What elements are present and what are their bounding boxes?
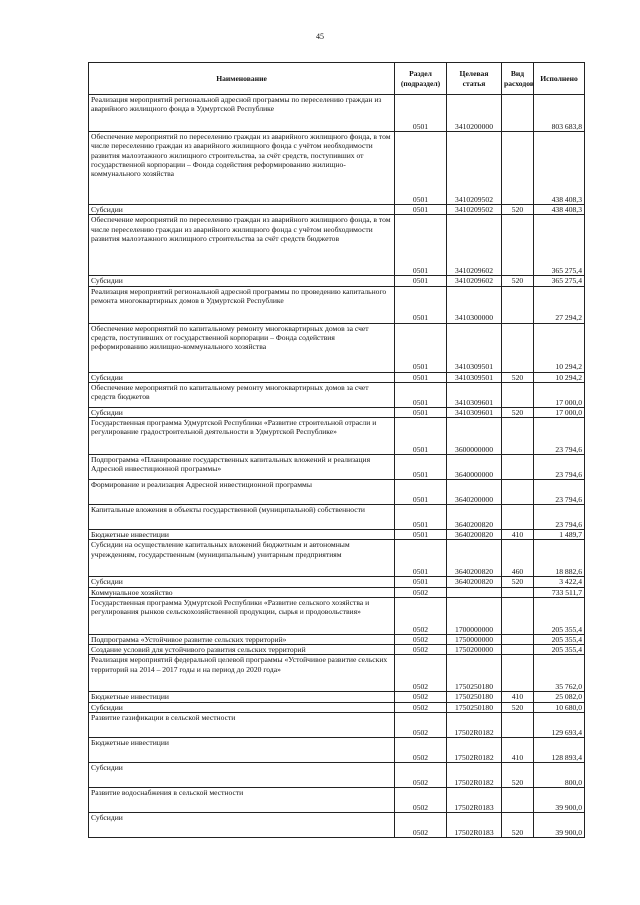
row-amount: 129 693,4	[534, 712, 585, 737]
row-amount: 10 680,0	[534, 702, 585, 712]
table-row	[89, 530, 585, 540]
row-amount: 25 082,0	[534, 692, 585, 702]
row-amount: 803 683,8	[534, 95, 585, 132]
table-row	[89, 577, 585, 587]
row-type	[502, 480, 534, 505]
row-section: 0502	[395, 812, 447, 837]
row-type: 520	[502, 702, 534, 712]
row-amount: 35 762,0	[534, 655, 585, 692]
table-row	[89, 645, 585, 655]
table-row	[89, 323, 585, 372]
row-section: 0502	[395, 634, 447, 644]
row-type	[502, 587, 534, 597]
row-type	[502, 132, 534, 205]
row-type	[502, 787, 534, 812]
row-article: 1750250180	[447, 692, 502, 702]
row-section: 0501	[395, 286, 447, 323]
row-section: 0501	[395, 407, 447, 417]
row-type	[502, 455, 534, 480]
row-article: 3410300000	[447, 286, 502, 323]
row-amount: 205 355,4	[534, 645, 585, 655]
row-article: 3410309601	[447, 407, 502, 417]
row-name: Реализация мероприятий региональной адресной программы по переселению граждан из аварийного жилищного фонда в Удмуртской Республике	[89, 95, 395, 132]
row-section: 0501	[395, 455, 447, 480]
row-name: Создание условий для устойчивого развития сельских территорий	[89, 645, 395, 655]
row-name: Обеспечение мероприятий по капитальному ремонту многоквартирных домов за счет средств бюджетов	[89, 382, 395, 407]
row-type: 410	[502, 530, 534, 540]
row-article: 1750250180	[447, 655, 502, 692]
row-article: 17502R0183	[447, 787, 502, 812]
row-amount: 438 408,3	[534, 205, 585, 215]
row-type	[502, 712, 534, 737]
row-article: 3410209502	[447, 132, 502, 205]
row-article: 3410209502	[447, 205, 502, 215]
row-section: 0501	[395, 577, 447, 587]
table-row	[89, 692, 585, 702]
row-name: Субсидии	[89, 205, 395, 215]
row-section: 0501	[395, 480, 447, 505]
row-name: Субсидии	[89, 407, 395, 417]
row-name: Коммунальное хозяйство	[89, 587, 395, 597]
row-amount: 128 893,4	[534, 737, 585, 762]
row-section: 0501	[395, 530, 447, 540]
row-section: 0502	[395, 762, 447, 787]
row-amount: 27 294,2	[534, 286, 585, 323]
row-name: Подпрограмма «Устойчивое развитие сельских территорий»	[89, 634, 395, 644]
table-row	[89, 276, 585, 286]
row-article: 3410309501	[447, 372, 502, 382]
row-amount: 10 294,2	[534, 372, 585, 382]
row-name: Подпрограмма «Планирование государственных капитальных вложений и реализация Адресной инвестиционной программы»	[89, 455, 395, 480]
row-type: 520	[502, 812, 534, 837]
row-section: 0502	[395, 787, 447, 812]
row-type	[502, 505, 534, 530]
table-row	[89, 95, 585, 132]
header-section: Раздел (подраздел)	[395, 63, 447, 95]
row-name: Субсидии	[89, 702, 395, 712]
row-name: Обеспечение мероприятий по переселению граждан из аварийного жилищного фонда, в том числе переселению граждан из аварийного жилищного фонда с учётом необходимости развития малоэтажного жилищного строительства за счёт средств бюджетов	[89, 215, 395, 276]
row-amount: 365 275,4	[534, 276, 585, 286]
row-type: 520	[502, 407, 534, 417]
row-amount: 438 408,3	[534, 132, 585, 205]
row-amount: 39 900,0	[534, 812, 585, 837]
row-name: Реализация мероприятий региональной адресной программы по проведению капитального ремонта многоквартирных домов в Удмуртской Республике	[89, 286, 395, 323]
header-amount: Исполнено	[534, 63, 585, 95]
row-type	[502, 323, 534, 372]
row-article	[447, 587, 502, 597]
row-section: 0502	[395, 692, 447, 702]
row-type: 410	[502, 692, 534, 702]
table-row	[89, 215, 585, 276]
row-name: Государственная программа Удмуртской Республики «Развитие строительной отрасли и регулирование градостроительной деятельности в Удмуртской Республике»	[89, 418, 395, 455]
table-row	[89, 540, 585, 577]
row-type: 520	[502, 372, 534, 382]
row-type	[502, 382, 534, 407]
row-article: 3640200820	[447, 540, 502, 577]
row-name: Субсидии	[89, 812, 395, 837]
row-type: 520	[502, 276, 534, 286]
row-type	[502, 418, 534, 455]
row-type: 410	[502, 737, 534, 762]
row-amount: 3 422,4	[534, 577, 585, 587]
row-amount: 800,0	[534, 762, 585, 787]
row-amount: 23 794,6	[534, 505, 585, 530]
row-section: 0501	[395, 372, 447, 382]
table-row	[89, 712, 585, 737]
row-section: 0502	[395, 587, 447, 597]
table-row	[89, 455, 585, 480]
row-name: Бюджетные инвестиции	[89, 692, 395, 702]
row-section: 0501	[395, 323, 447, 372]
row-type	[502, 95, 534, 132]
row-name: Развитие газификации в сельской местности	[89, 712, 395, 737]
row-section: 0501	[395, 215, 447, 276]
row-section: 0501	[395, 205, 447, 215]
row-section: 0502	[395, 645, 447, 655]
table-row	[89, 480, 585, 505]
row-name: Реализация мероприятий федеральной целевой программы «Устойчивое развитие сельских территорий на 2014 – 2017 годы и на период до 2020 года»	[89, 655, 395, 692]
table-row	[89, 702, 585, 712]
table-row	[89, 286, 585, 323]
page-number: 45	[316, 32, 324, 41]
row-amount: 10 294,2	[534, 323, 585, 372]
row-section: 0501	[395, 418, 447, 455]
row-type	[502, 655, 534, 692]
row-section: 0502	[395, 655, 447, 692]
table-row	[89, 634, 585, 644]
row-section: 0501	[395, 505, 447, 530]
row-type	[502, 634, 534, 644]
row-section: 0502	[395, 737, 447, 762]
row-type	[502, 215, 534, 276]
row-type	[502, 645, 534, 655]
row-name: Бюджетные инвестиции	[89, 737, 395, 762]
row-section: 0502	[395, 702, 447, 712]
row-section: 0501	[395, 132, 447, 205]
table-row	[89, 505, 585, 530]
row-type: 520	[502, 762, 534, 787]
header-name: Наименование	[89, 63, 395, 95]
row-section: 0501	[395, 276, 447, 286]
row-amount: 39 900,0	[534, 787, 585, 812]
row-article: 3410209602	[447, 215, 502, 276]
row-article: 1750000000	[447, 634, 502, 644]
row-name: Субсидии	[89, 762, 395, 787]
row-name: Формирование и реализация Адресной инвестиционной программы	[89, 480, 395, 505]
row-type	[502, 286, 534, 323]
budget-table	[88, 62, 585, 838]
row-name: Субсидии	[89, 577, 395, 587]
row-type: 460	[502, 540, 534, 577]
row-article: 1750250180	[447, 702, 502, 712]
row-amount: 18 882,6	[534, 540, 585, 577]
row-amount: 365 275,4	[534, 215, 585, 276]
row-article: 3600000000	[447, 418, 502, 455]
table-row	[89, 655, 585, 692]
row-name: Государственная программа Удмуртской Республики «Развитие сельского хозяйства и регулирования рынков сельскохозяйственной продукции, сырья и продовольствия»	[89, 597, 395, 634]
row-amount: 733 511,7	[534, 587, 585, 597]
header-article: Целевая статья	[447, 63, 502, 95]
header-type: Вид расходов	[502, 63, 534, 95]
row-amount: 23 794,6	[534, 455, 585, 480]
row-type: 520	[502, 205, 534, 215]
table-row	[89, 812, 585, 837]
row-amount: 205 355,4	[534, 634, 585, 644]
table-row	[89, 205, 585, 215]
row-article: 1750200000	[447, 645, 502, 655]
table-body	[89, 95, 585, 838]
row-section: 0502	[395, 597, 447, 634]
row-article: 3410200000	[447, 95, 502, 132]
row-amount: 205 355,4	[534, 597, 585, 634]
row-name: Субсидии на осуществление капитальных вложений бюджетным и автономным учреждениям, государственным (муниципальным) унитарным предприятиям	[89, 540, 395, 577]
row-section: 0501	[395, 382, 447, 407]
row-section: 0501	[395, 540, 447, 577]
row-amount: 17 000,0	[534, 382, 585, 407]
table-row	[89, 737, 585, 762]
row-section: 0501	[395, 95, 447, 132]
row-type: 520	[502, 577, 534, 587]
row-article: 3640200820	[447, 505, 502, 530]
row-article: 1700000000	[447, 597, 502, 634]
table-row	[89, 762, 585, 787]
row-article: 17502R0182	[447, 762, 502, 787]
row-name: Обеспечение мероприятий по капитальному ремонту многоквартирных домов за счет средств, поступивших от государственной корпорации – Фонда содействия реформированию жилищно-коммунального хозяйства	[89, 323, 395, 372]
row-article: 3640200000	[447, 480, 502, 505]
row-article: 17502R0183	[447, 812, 502, 837]
row-article: 3410309601	[447, 382, 502, 407]
row-article: 17502R0182	[447, 712, 502, 737]
row-amount: 17 000,0	[534, 407, 585, 417]
table-row	[89, 382, 585, 407]
row-name: Бюджетные инвестиции	[89, 530, 395, 540]
row-amount: 1 489,7	[534, 530, 585, 540]
row-type	[502, 597, 534, 634]
row-name: Капитальные вложения в объекты государственной (муниципальной) собственности	[89, 505, 395, 530]
table-row	[89, 372, 585, 382]
row-article: 3410309501	[447, 323, 502, 372]
row-name: Субсидии	[89, 276, 395, 286]
table-row	[89, 597, 585, 634]
row-article: 3640200820	[447, 577, 502, 587]
row-section: 0502	[395, 712, 447, 737]
row-amount: 23 794,6	[534, 418, 585, 455]
row-amount: 23 794,6	[534, 480, 585, 505]
table-row	[89, 787, 585, 812]
table-header-row	[89, 63, 585, 95]
row-name: Развитие водоснабжения в сельской местности	[89, 787, 395, 812]
table-row	[89, 407, 585, 417]
row-name: Субсидии	[89, 372, 395, 382]
row-article: 3410209602	[447, 276, 502, 286]
row-article: 3640000000	[447, 455, 502, 480]
table-row	[89, 587, 585, 597]
row-article: 17502R0182	[447, 737, 502, 762]
row-article: 3640200820	[447, 530, 502, 540]
table-row	[89, 418, 585, 455]
row-name: Обеспечение мероприятий по переселению граждан из аварийного жилищного фонда, в том числе переселению граждан из аварийного жилищного фонда с учётом необходимости развития малоэтажного жилищного строительства, за счёт средств, поступивших от государственной корпорации – Фонда содействия реформированию жилищно-коммунального хозяйства	[89, 132, 395, 205]
table-row	[89, 132, 585, 205]
